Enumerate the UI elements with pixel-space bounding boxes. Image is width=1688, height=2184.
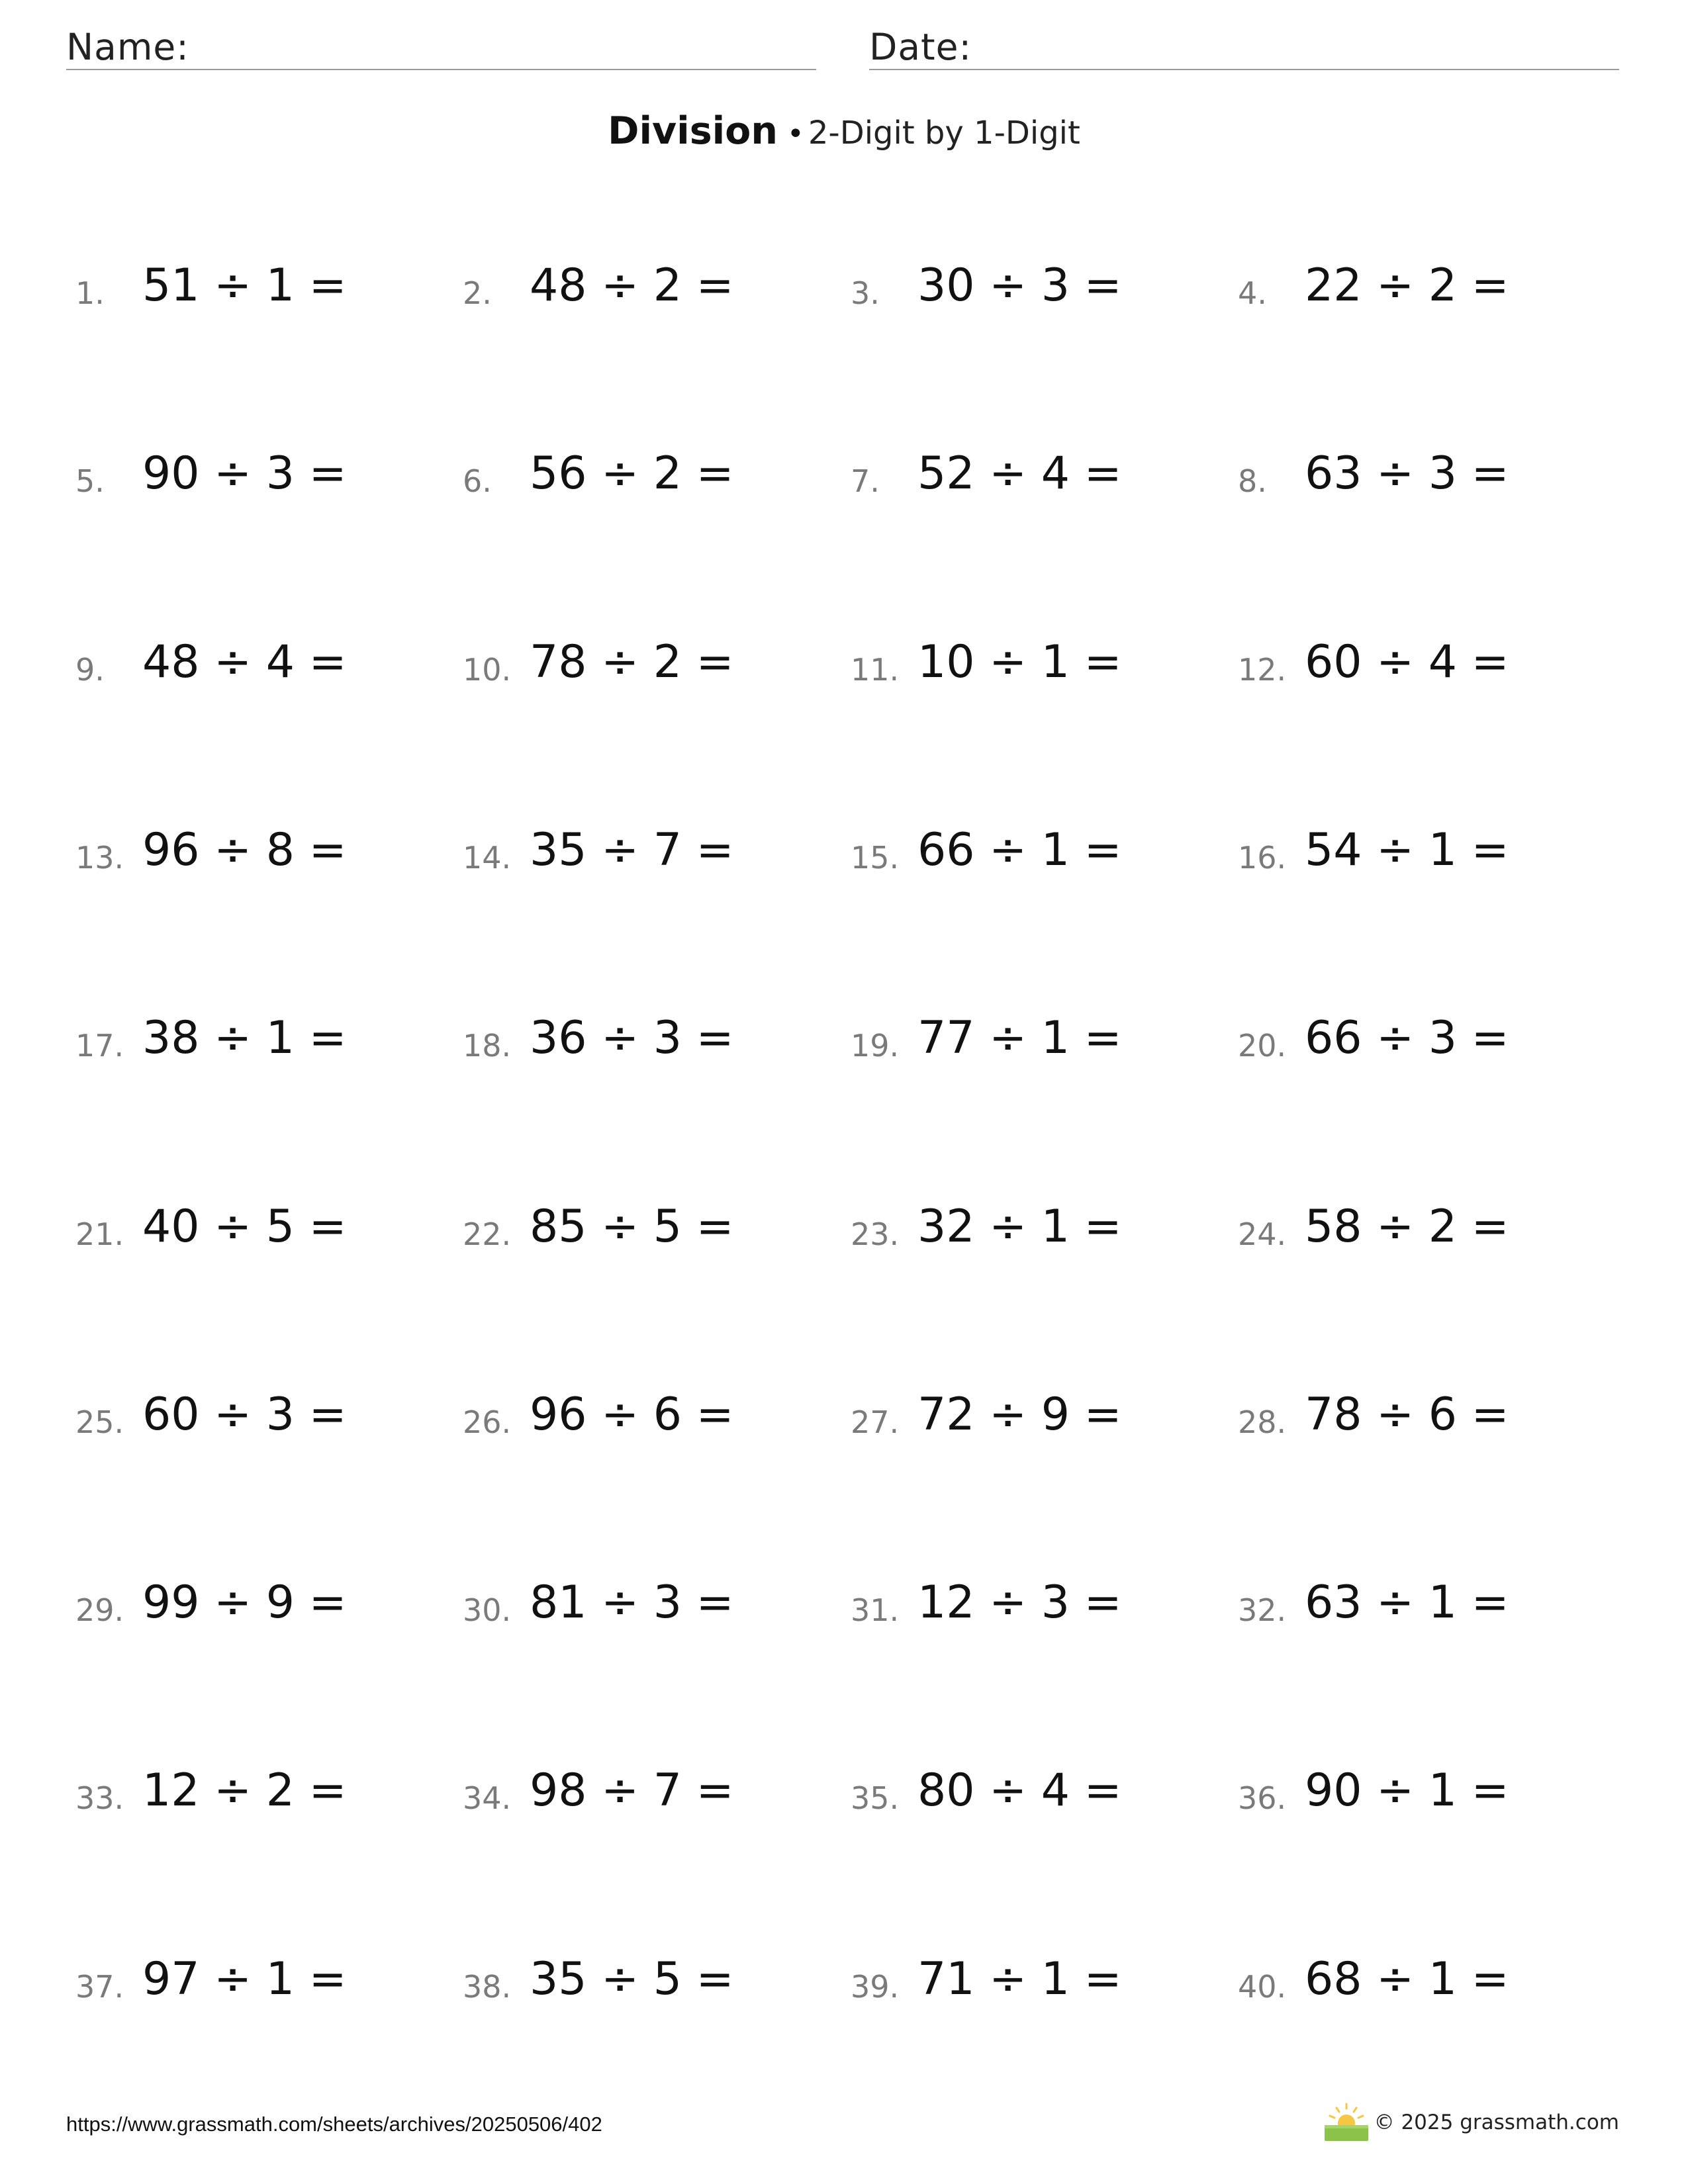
problem-expression: 38 ÷ 1 =	[142, 1012, 347, 1064]
problem-expression: 63 ÷ 1 =	[1305, 1576, 1509, 1629]
problem-item	[75, 1764, 446, 1831]
problem-expression: 90 ÷ 1 =	[1305, 1764, 1509, 1817]
problem-item	[463, 1201, 833, 1267]
problem-item	[1238, 1201, 1609, 1267]
name-label: Name:	[66, 26, 189, 68]
problem-item	[851, 1953, 1221, 2019]
problem-expression: 96 ÷ 8 =	[142, 824, 347, 876]
problem-expression: 54 ÷ 1 =	[1305, 824, 1509, 876]
problem-expression: 12 ÷ 2 =	[142, 1764, 347, 1817]
problem-expression: 36 ÷ 3 =	[530, 1012, 734, 1064]
problem-number: 28.	[1238, 1404, 1287, 1440]
title-separator: •	[786, 117, 804, 151]
problem-number: 21.	[75, 1216, 124, 1252]
problem-number: 27.	[851, 1404, 900, 1440]
problem-number: 18.	[463, 1028, 512, 1064]
problem-expression: 48 ÷ 2 =	[530, 259, 734, 312]
problem-item	[75, 447, 446, 514]
problem-expression: 12 ÷ 3 =	[917, 1576, 1122, 1629]
problem-item	[75, 1201, 446, 1267]
problem-item	[1238, 1953, 1609, 2019]
problem-number: 13.	[75, 840, 124, 876]
problem-expression: 51 ÷ 1 =	[142, 259, 347, 312]
problem-item	[463, 1012, 833, 1078]
problem-item	[463, 824, 833, 890]
problem-expression: 97 ÷ 1 =	[142, 1953, 347, 2005]
problem-expression: 60 ÷ 4 =	[1305, 636, 1509, 688]
problem-number: 32.	[1238, 1592, 1287, 1628]
problem-expression: 63 ÷ 3 =	[1305, 447, 1509, 500]
problem-number: 8.	[1238, 463, 1267, 499]
problem-item	[463, 1764, 833, 1831]
problem-expression: 48 ÷ 4 =	[142, 636, 347, 688]
problem-number: 19.	[851, 1028, 900, 1064]
problem-item	[463, 259, 833, 326]
problem-item	[75, 1012, 446, 1078]
problem-number: 2.	[463, 275, 492, 311]
problem-number: 17.	[75, 1028, 124, 1064]
problem-expression: 85 ÷ 5 =	[530, 1201, 734, 1253]
sun-over-grass-icon	[1323, 2103, 1370, 2142]
problem-item	[1238, 259, 1609, 326]
problem-number: 40.	[1238, 1969, 1287, 2005]
problem-number: 14.	[463, 840, 512, 876]
problem-expression: 71 ÷ 1 =	[917, 1953, 1122, 2005]
problem-expression: 96 ÷ 6 =	[530, 1388, 734, 1441]
problem-item	[851, 447, 1221, 514]
problem-item	[851, 259, 1221, 326]
problem-number: 9.	[75, 652, 105, 688]
problem-expression: 30 ÷ 3 =	[917, 259, 1122, 312]
problem-expression: 66 ÷ 1 =	[917, 824, 1122, 876]
problem-item	[75, 636, 446, 702]
problem-expression: 80 ÷ 4 =	[917, 1764, 1122, 1817]
problem-expression: 10 ÷ 1 =	[917, 636, 1122, 688]
problem-item	[1238, 447, 1609, 514]
problem-expression: 78 ÷ 2 =	[530, 636, 734, 688]
problem-number: 35.	[851, 1780, 900, 1816]
problem-expression: 98 ÷ 7 =	[530, 1764, 734, 1817]
problem-item	[463, 636, 833, 702]
problem-expression: 81 ÷ 3 =	[530, 1576, 734, 1629]
problem-number: 16.	[1238, 840, 1287, 876]
problem-expression: 52 ÷ 4 =	[917, 447, 1122, 500]
problem-number: 4.	[1238, 275, 1267, 311]
worksheet-title	[0, 105, 1688, 167]
problem-number: 38.	[463, 1969, 512, 2005]
problem-number: 30.	[463, 1592, 512, 1628]
name-field[interactable]	[66, 24, 816, 70]
problem-item	[851, 1388, 1221, 1455]
problem-number: 25.	[75, 1404, 124, 1440]
title-main: Division	[608, 109, 778, 153]
title-subtitle: 2-Digit by 1-Digit	[808, 114, 1080, 152]
problem-expression: 90 ÷ 3 =	[142, 447, 347, 500]
problem-expression: 66 ÷ 3 =	[1305, 1012, 1509, 1064]
problem-expression: 56 ÷ 2 =	[530, 447, 734, 500]
problem-item	[851, 1764, 1221, 1831]
problem-number: 20.	[1238, 1028, 1287, 1064]
problem-item	[851, 636, 1221, 702]
problem-item	[463, 447, 833, 514]
problem-item	[75, 1388, 446, 1455]
problem-item	[851, 1576, 1221, 1643]
problem-item	[75, 1953, 446, 2019]
problem-expression: 68 ÷ 1 =	[1305, 1953, 1509, 2005]
problem-expression: 58 ÷ 2 =	[1305, 1201, 1509, 1253]
problem-item	[851, 1012, 1221, 1078]
problem-number: 5.	[75, 463, 105, 499]
problem-number: 39.	[851, 1969, 900, 2005]
problem-expression: 99 ÷ 9 =	[142, 1576, 347, 1629]
problem-expression: 78 ÷ 6 =	[1305, 1388, 1509, 1441]
problem-item	[463, 1953, 833, 2019]
problem-number: 33.	[75, 1780, 124, 1816]
problem-number: 1.	[75, 275, 105, 311]
problem-item	[1238, 636, 1609, 702]
problem-item	[851, 824, 1221, 890]
problem-item	[463, 1576, 833, 1643]
problem-number: 12.	[1238, 652, 1287, 688]
problem-expression: 32 ÷ 1 =	[917, 1201, 1122, 1253]
problem-number: 7.	[851, 463, 880, 499]
problem-number: 6.	[463, 463, 492, 499]
problem-number: 26.	[463, 1404, 512, 1440]
problem-item	[75, 824, 446, 890]
problem-item	[1238, 1576, 1609, 1643]
problem-number: 31.	[851, 1592, 900, 1628]
problem-number: 34.	[463, 1780, 512, 1816]
problem-item	[75, 259, 446, 326]
date-label: Date:	[869, 26, 972, 68]
problem-expression: 22 ÷ 2 =	[1305, 259, 1509, 312]
problem-item	[1238, 1388, 1609, 1455]
problem-item	[851, 1201, 1221, 1267]
problem-expression: 40 ÷ 5 =	[142, 1201, 347, 1253]
problem-number: 11.	[851, 652, 900, 688]
problem-number: 29.	[75, 1592, 124, 1628]
footer-copyright: © 2025 grassmath.com	[1374, 2111, 1619, 2134]
problem-number: 24.	[1238, 1216, 1287, 1252]
problem-number: 3.	[851, 275, 880, 311]
problem-expression: 35 ÷ 5 =	[530, 1953, 734, 2005]
problem-number: 22.	[463, 1216, 512, 1252]
problem-item	[463, 1388, 833, 1455]
problem-expression: 77 ÷ 1 =	[917, 1012, 1122, 1064]
problem-expression: 35 ÷ 7 =	[530, 824, 734, 876]
footer-url: https://www.grassmath.com/sheets/archives/20250506/402	[66, 2113, 602, 2136]
problem-number: 37.	[75, 1969, 124, 2005]
problem-item	[1238, 1764, 1609, 1831]
problem-number: 15.	[851, 840, 900, 876]
problem-number: 36.	[1238, 1780, 1287, 1816]
problem-item	[1238, 1012, 1609, 1078]
problem-number: 10.	[463, 652, 512, 688]
date-field[interactable]	[869, 24, 1619, 70]
problem-number: 23.	[851, 1216, 900, 1252]
problem-item	[75, 1576, 446, 1643]
problem-expression: 60 ÷ 3 =	[142, 1388, 347, 1441]
problem-item	[1238, 824, 1609, 890]
problem-expression: 72 ÷ 9 =	[917, 1388, 1122, 1441]
